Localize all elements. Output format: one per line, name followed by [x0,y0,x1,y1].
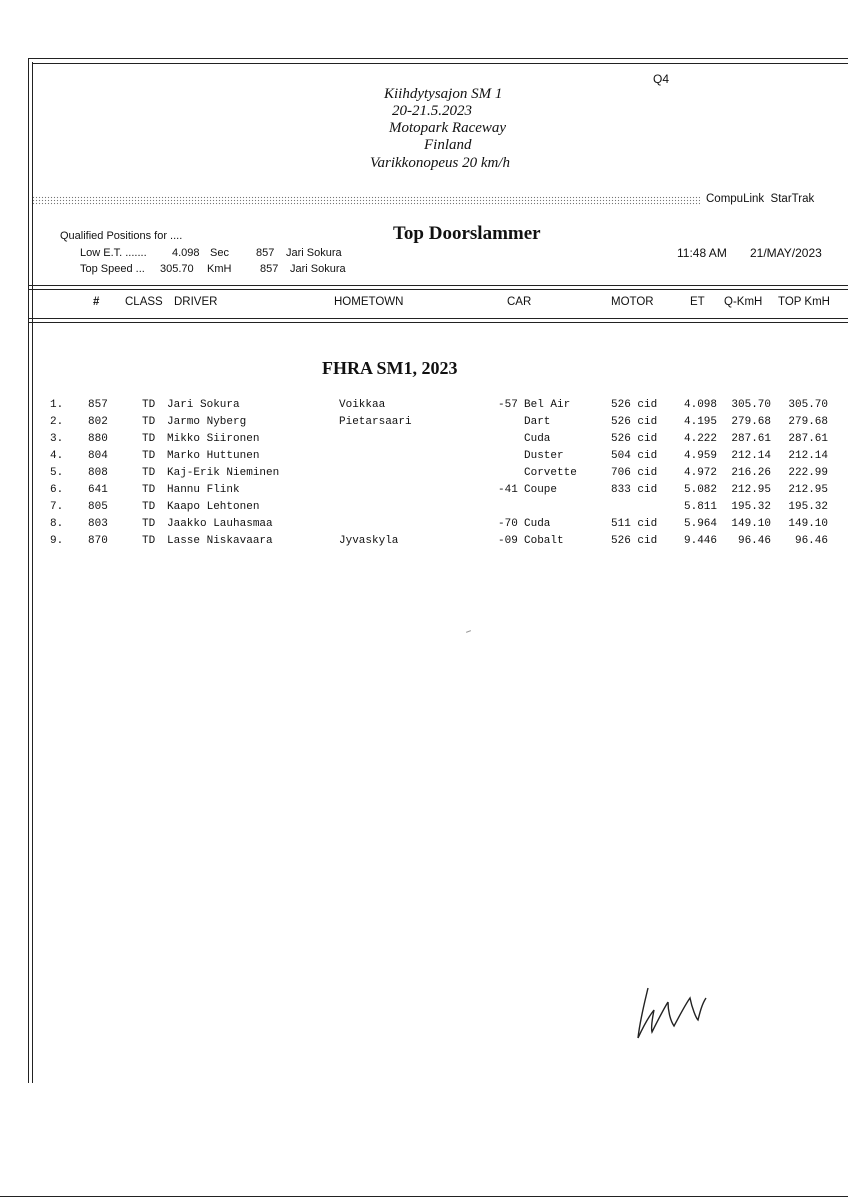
cell-pos: 5. [50,467,64,479]
cell-qkmh: 195.32 [731,501,771,513]
cell-num: 870 [88,535,108,547]
header-divider-bottom [28,289,848,290]
col-qkmh: Q-KmH [724,296,763,308]
cell-driver: Jari Sokura [167,399,240,411]
cell-qkmh: 212.95 [731,484,771,496]
cell-num: 802 [88,416,108,428]
low-et-value: 4.098 [172,247,200,259]
cell-car: Dart [524,416,551,428]
col-class: CLASS [125,296,163,308]
cell-class: TD [142,518,156,530]
cell-motor: 504 cid [611,450,658,462]
cell-topkmh: 212.14 [788,450,828,462]
cell-motor: 706 cid [611,467,658,479]
cell-et: 4.972 [684,467,718,479]
cell-motor: 526 cid [611,433,658,445]
cell-year: -57 [498,399,518,411]
cell-driver: Jarmo Nyberg [167,416,247,428]
report-date: 21/MAY/2023 [750,246,822,260]
top-border-inner [32,63,848,64]
table-row [0,535,848,552]
table-row [0,433,848,450]
table-row [0,518,848,535]
cell-car: Cuda [524,433,551,445]
left-border-outer [28,58,29,1083]
top-speed-driver: Jari Sokura [290,263,346,275]
top-speed-label: Top Speed ... [80,263,145,275]
software-brand: CompuLink StarTrak [706,193,815,205]
cell-qkmh: 216.26 [731,467,771,479]
cell-motor: 833 cid [611,484,658,496]
cell-qkmh: 305.70 [731,399,771,411]
col-driver: DRIVER [174,296,218,308]
cell-num: 808 [88,467,108,479]
cell-year: -70 [498,518,518,530]
cell-motor: 526 cid [611,399,658,411]
cell-pos: 2. [50,416,64,428]
cell-year: -41 [498,484,518,496]
cell-year: -09 [498,535,518,547]
cell-class: TD [142,416,156,428]
cell-driver: Marko Huttunen [167,450,260,462]
cell-pos: 7. [50,501,64,513]
left-border-inner [32,62,33,1083]
table-row [0,416,848,433]
bottom-edge-line [0,1196,848,1197]
column-divider-bottom [28,322,848,323]
qualified-label: Qualified Positions for .... [60,230,183,242]
col-car: CAR [507,296,532,308]
cell-car: Bel Air [524,399,571,411]
cell-topkmh: 287.61 [788,433,828,445]
stray-mark [466,630,471,633]
cell-class: TD [142,399,156,411]
cell-et: 4.098 [684,399,718,411]
cell-topkmh: 149.10 [788,518,828,530]
cell-class: TD [142,433,156,445]
cell-class: TD [142,450,156,462]
cell-et: 5.082 [684,484,718,496]
report-time: 11:48 AM [677,246,727,260]
low-et-label: Low E.T. ....... [80,247,147,259]
cell-topkmh: 305.70 [788,399,828,411]
section-title: FHRA SM1, 2023 [322,358,458,378]
top-speed-unit: KmH [207,263,232,275]
event-dates: 20-21.5.2023 [392,103,472,119]
column-divider-top [28,318,848,319]
cell-et: 4.959 [684,450,718,462]
top-speed-value: 305.70 [160,263,194,275]
event-country: Finland [424,137,472,153]
cell-car: Corvette [524,467,577,479]
cell-hometown: Jyvaskyla [339,535,399,547]
cell-class: TD [142,484,156,496]
table-row [0,450,848,467]
cell-num: 804 [88,450,108,462]
event-venue: Motopark Raceway [389,120,507,136]
cell-car: Coupe [524,484,558,496]
low-et-driver: Jari Sokura [286,247,342,259]
cell-car: Cuda [524,518,551,530]
top-speed-car: 857 [260,263,279,275]
cell-hometown: Pietarsaari [339,416,412,428]
low-et-car: 857 [256,247,275,259]
col-num: # [93,296,100,308]
cell-driver: Mikko Siironen [167,433,260,445]
cell-car: Duster [524,450,564,462]
table-row [0,399,848,416]
cell-topkmh: 222.99 [788,467,828,479]
cell-driver: Lasse Niskavaara [167,535,273,547]
cell-pos: 8. [50,518,64,530]
cell-topkmh: 96.46 [794,535,828,547]
cell-num: 880 [88,433,108,445]
cell-qkmh: 212.14 [731,450,771,462]
col-motor: MOTOR [611,296,654,308]
cell-car: Cobalt [524,535,564,547]
col-hometown: HOMETOWN [334,296,404,308]
cell-driver: Jaakko Lauhasmaa [167,518,273,530]
cell-et: 4.222 [684,433,718,445]
low-et-unit: Sec [210,247,229,259]
top-border-outer [28,58,848,59]
cell-qkmh: 149.10 [731,518,771,530]
cell-hometown: Voikkaa [339,399,386,411]
cell-et: 9.446 [684,535,718,547]
cell-topkmh: 195.32 [788,501,828,513]
cell-pos: 1. [50,399,64,411]
table-row [0,501,848,518]
event-title: Kiihdytysajon SM 1 [384,86,503,102]
cell-motor: 511 cid [611,518,658,530]
cell-motor: 526 cid [611,416,658,428]
table-row [0,484,848,501]
cell-motor: 526 cid [611,535,658,547]
cell-qkmh: 96.46 [737,535,771,547]
cell-class: TD [142,467,156,479]
event-pit-speed: Varikkonopeus 20 km/h [370,155,510,171]
cell-pos: 4. [50,450,64,462]
cell-topkmh: 279.68 [788,416,828,428]
col-et: ET [690,296,705,308]
cell-class: TD [142,535,156,547]
cell-driver: Kaapo Lehtonen [167,501,260,513]
cell-pos: 6. [50,484,64,496]
cell-topkmh: 212.95 [788,484,828,496]
cell-num: 641 [88,484,108,496]
cell-class: TD [142,501,156,513]
cell-driver: Hannu Flink [167,484,240,496]
cell-qkmh: 287.61 [731,433,771,445]
dotted-separator [32,196,700,205]
signature [630,980,720,1055]
cell-et: 4.195 [684,416,718,428]
cell-pos: 3. [50,433,64,445]
col-topkmh: TOP KmH [778,296,830,308]
cell-qkmh: 279.68 [731,416,771,428]
cell-et: 5.964 [684,518,718,530]
header-divider-top [28,285,848,286]
table-row [0,467,848,484]
cell-driver: Kaj-Erik Nieminen [167,467,280,479]
cell-num: 857 [88,399,108,411]
cell-et: 5.811 [684,501,718,513]
cell-num: 805 [88,501,108,513]
cell-num: 803 [88,518,108,530]
heat-label: Q4 [653,72,670,86]
cell-pos: 9. [50,535,64,547]
class-title: Top Doorslammer [393,223,541,244]
